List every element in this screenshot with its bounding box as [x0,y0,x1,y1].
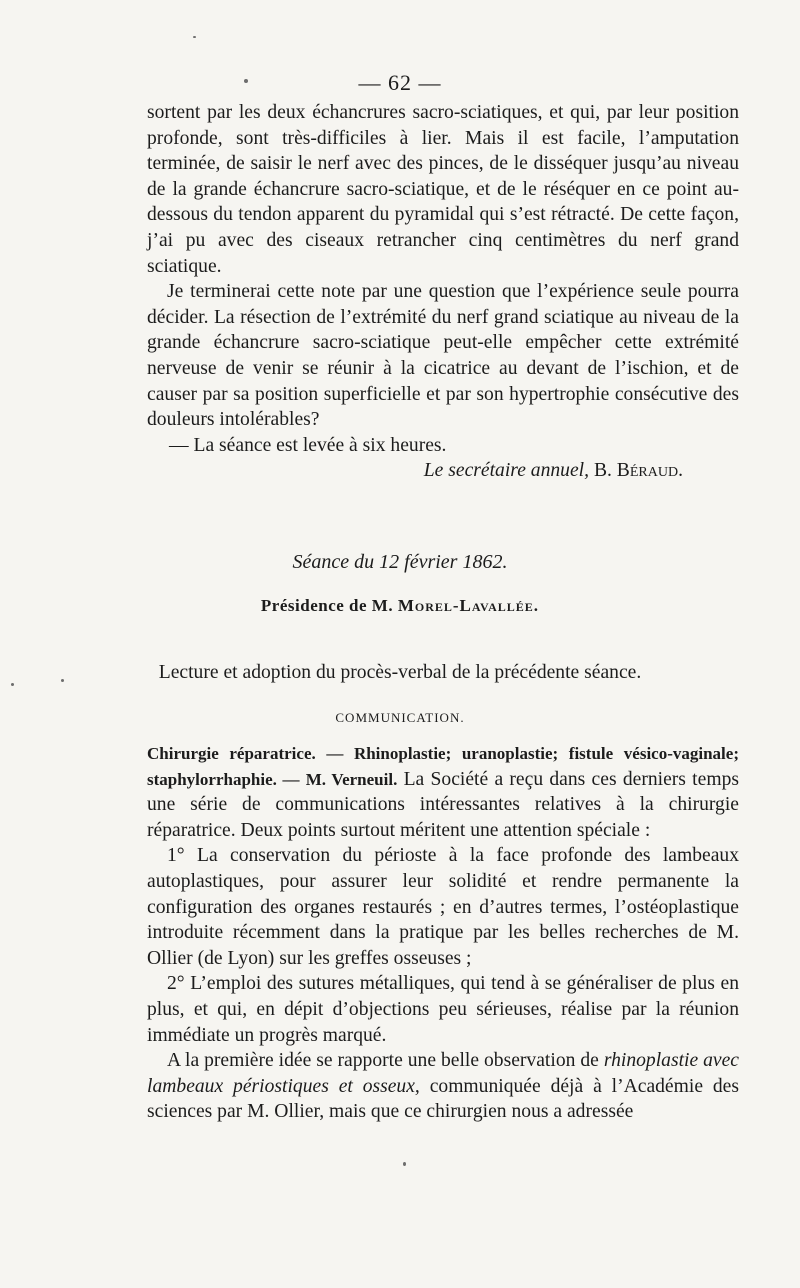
paragraph-question: Je terminerai cette note par une question que l’expérience seule pourra décider. La résection de l’extrémité du nerf grand sciatique au niveau de la grande échancrure sacro-sciatique peut-elle empêcher cette extrémité nerveuse de venir se réunir à la cicatrice au devant de l’ischion, et de causer par sa position superficielle et par son hypertrophie consécutive des douleurs intolérables? [147,281,739,431]
presidency-line [0,596,800,616]
signature-name: B. Béraud. [593,460,683,482]
paper-speck [61,679,64,682]
rhinoplasty-paragraph-end: communiquée déjà à l’Académie des sciences par M. Ollier, mais que ce chirurgien nous a adressée [147,1075,739,1123]
point-two-paragraph: 2° L’emploi des sutures métalliques, qui tend à se généraliser de plus en plus, et qui, en dépit d’objections peu sérieuses, réalise par la réunion immédiate un progrès marqué. [147,973,739,1046]
secretary-signature [147,458,739,484]
communication-text-block [147,741,739,1125]
communication-speaker: M. Verneuil. [305,769,398,789]
minutes-adoption-line: Lecture et adoption du procès-verbal de la précédente séance. [158,662,642,683]
page-number: — 62 — [358,70,442,95]
rhinoplasty-paragraph-start: A la première idée se rapporte une belle observation de [167,1050,599,1072]
communication-heading: COMMUNICATION. [335,710,465,725]
continued-text-block [147,100,739,484]
communication-subject: Chirurgie réparatrice. — Rhinoplastie; uranoplastie; fistule vésico-vaginale; staphylorrhaphie. — [147,744,739,789]
paper-speck [244,79,248,83]
president-name: Morel-Lavallée. [397,596,540,615]
rhinoplasty-paragraph [147,1048,739,1125]
rhinoplasty-emphasis: rhinoplastie avec lambeaux périostiques et osseux, [147,1050,739,1097]
presidency-prefix: Présidence de M. [260,596,394,615]
communication-intro-paragraph [147,741,739,843]
session-title: Séance du 12 février 1862. [292,551,508,573]
signature-role: Le secrétaire annuel, [423,460,590,482]
paper-speck [403,1162,406,1166]
paragraph-continued: sortent par les deux échancrures sacro-sciatiques, et qui, par leur position profonde, sont très-difficiles à lier. Mais il est facile, l’amputation terminée, de saisir le nerf avec des pinces, de le disséquer jusqu’au niveau de la grande échancrure sacro-sciatique, et de le réséquer en ce point au-dessous du tendon apparent du pyramidal qui s’est rétracté. De cette façon, j’ai pu avec des ciseaux retrancher cinq centimètres du nerf grand sciatique. [147,102,739,277]
session-closing-line: — La séance est levée à six heures. [169,434,447,456]
communication-intro: La Société a reçu dans ces derniers temps une série de communications intéressantes relatives à la chirurgie réparatrice. Deux points surtout méritent une attention spéciale : [147,768,739,841]
point-one-paragraph: 1° La conservation du périoste à la face profonde des lambeaux autoplastiques, pour assurer leur solidité et rendre permanente la configuration des organes restaurés ; en d’autres termes, l’ostéoplastique introduite récemment dans la pratique par les belles recherches de M. Ollier (de Lyon) sur les greffes osseuses ; [147,845,739,969]
paper-speck [11,683,14,686]
paper-speck [193,36,196,38]
